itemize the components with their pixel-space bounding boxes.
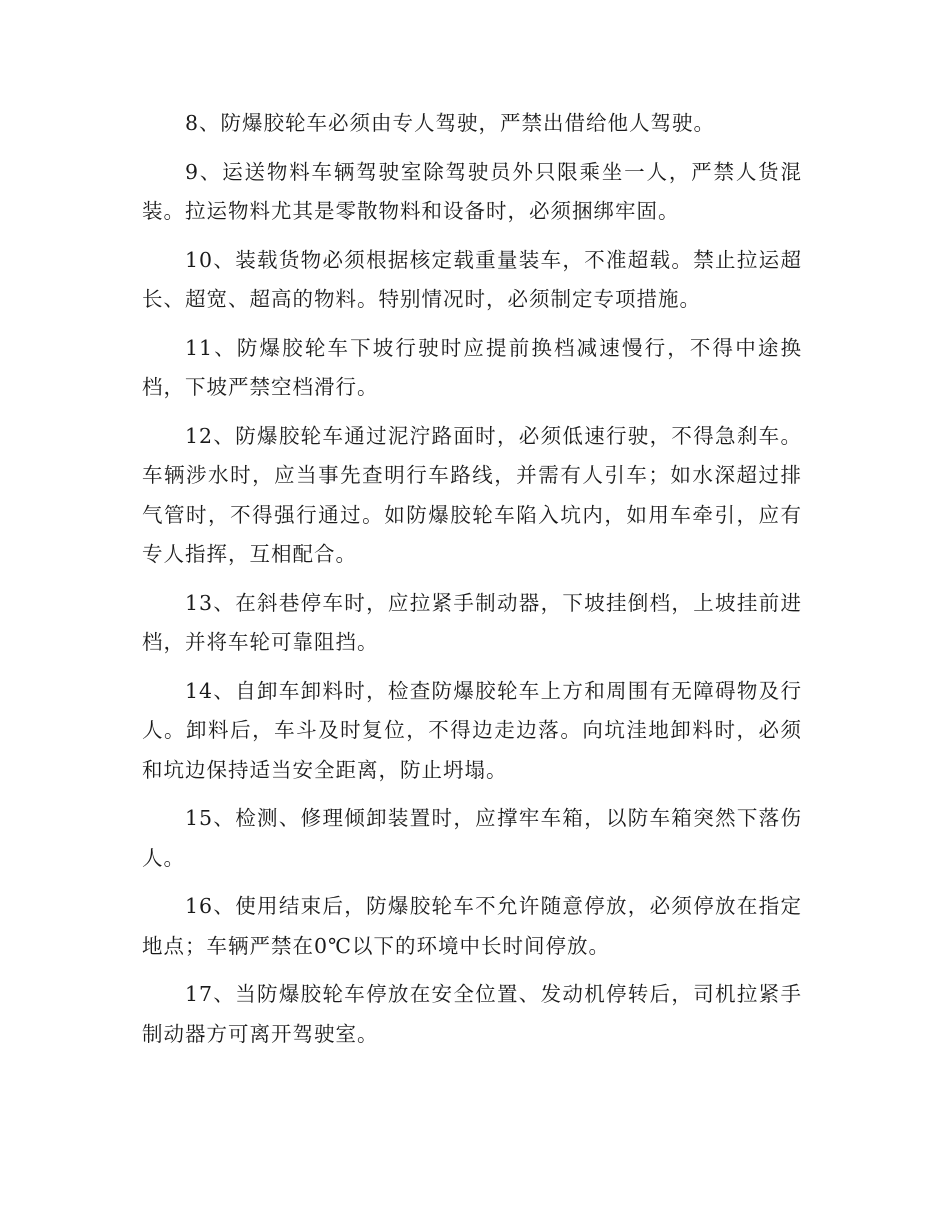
paragraph-item-11: 11、防爆胶轮车下坡行驶时应提前换档减速慢行，不得中途换档，下坡严禁空档滑行。 <box>142 335 802 399</box>
paragraph-item-12: 12、防爆胶轮车通过泥泞路面时，必须低速行驶，不得急刹车。车辆涉水时，应当事先查明行车路线，并需有人引车；如水深超过排气管时，不得强行通过。如防爆胶轮车陷入坑内，如用车牵引，应有专人指挥，互相配合。 <box>142 423 802 566</box>
paragraph-item-16: 16、使用结束后，防爆胶轮车不允许随意停放，必须停放在指定地点；车辆严禁在0℃以下的环境中长时间停放。 <box>142 894 802 958</box>
paragraph-item-17: 17、当防爆胶轮车停放在安全位置、发动机停转后，司机拉紧手制动器方可离开驾驶室。 <box>142 982 802 1046</box>
document-body <box>142 104 802 1063</box>
paragraph-item-9: 9、运送物料车辆驾驶室除驾驶员外只限乘坐一人，严禁人货混装。拉运物料尤其是零散物料和设备时，必须捆绑牢固。 <box>142 159 802 223</box>
paragraph-item-8: 8、防爆胶轮车必须由专人驾驶，严禁出借给他人驾驶。 <box>185 111 716 135</box>
paragraph-item-10: 10、装载货物必须根据核定载重量装车，不准超载。禁止拉运超长、超宽、超高的物料。特别情况时，必须制定专项措施。 <box>142 247 802 311</box>
paragraph-item-15: 15、检测、修理倾卸装置时，应撑牢车箱，以防车箱突然下落伤人。 <box>142 806 802 870</box>
paragraph-item-13: 13、在斜巷停车时，应拉紧手制动器，下坡挂倒档，上坡挂前进档，并将车轮可靠阻挡。 <box>142 590 802 654</box>
paragraph-item-14: 14、自卸车卸料时，检查防爆胶轮车上方和周围有无障碍物及行人。卸料后，车斗及时复位，不得边走边落。向坑洼地卸料时，必须和坑边保持适当安全距离，防止坍塌。 <box>142 678 802 782</box>
